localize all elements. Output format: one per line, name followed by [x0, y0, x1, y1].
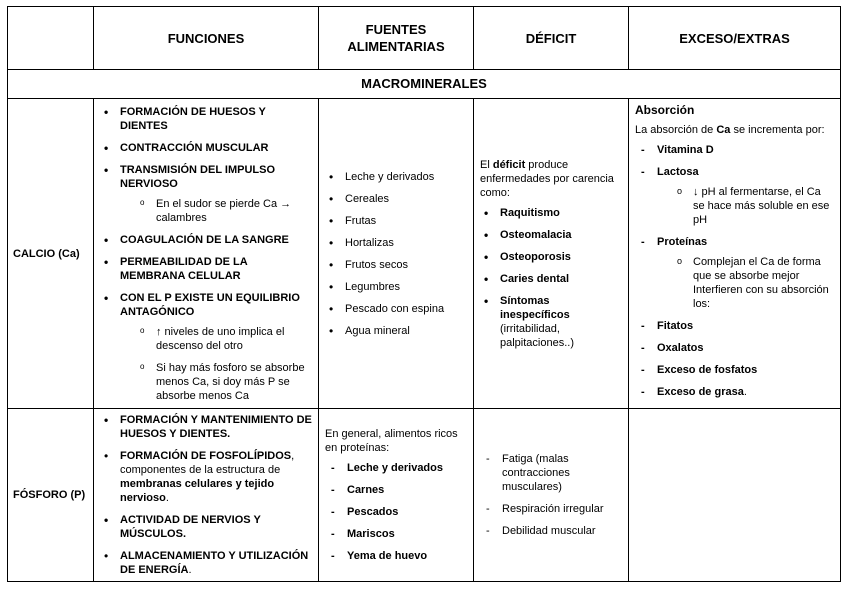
list-item: • Caries dental [480, 272, 622, 286]
list-item: - Fitatos [635, 319, 834, 333]
list-item: - Pescados [325, 505, 467, 519]
fosforo-deficit-list [480, 452, 622, 538]
calcio-funciones [94, 99, 319, 409]
header-row [8, 7, 841, 70]
func2-bold: FORMACIÓN DE FOSFOLÍPIDOS [120, 450, 292, 462]
list-item: - Debilidad muscular [480, 524, 622, 538]
list-item: • FORMACIÓN Y MANTENIMIENTO DE HUESOS Y DIENTES. [100, 413, 312, 441]
list-item-text: Lactosa [657, 166, 699, 178]
nutrition-table [7, 6, 841, 582]
sublist-item: o Complejan el Ca de forma que se absorbe mejor Interfieren con su absorción los: [657, 255, 834, 311]
section-row [8, 70, 841, 99]
header-funciones: FUNCIONES [94, 7, 319, 70]
fosforo-funciones-list [100, 413, 312, 577]
list-item: • Legumbres [325, 280, 467, 294]
list-item [480, 294, 622, 350]
list-item: - Carnes [325, 483, 467, 497]
list-item: • Pescado con espina [325, 302, 467, 316]
fosforo-exceso [629, 409, 841, 582]
header-fuentes-line2: ALIMENTARIAS [347, 39, 445, 54]
list-item [635, 235, 834, 311]
list-item: • Cereales [325, 192, 467, 206]
sublist [120, 197, 312, 225]
absorcion-intro-bold: Ca [716, 124, 731, 136]
list-item-text: TRANSMISIÓN DEL IMPULSO NERVIOSO [120, 163, 276, 190]
section-title: MACROMINERALES [8, 70, 841, 99]
deficit-last-rest: (irritabilidad, palpitaciones..) [500, 322, 574, 349]
header-blank [8, 7, 94, 70]
list-item: • Osteoporosis [480, 250, 622, 264]
header-exceso: EXCESO/EXTRAS [629, 7, 841, 70]
calcio-row [8, 99, 841, 409]
sublist-item: o En el sudor se pierde Ca → calambres [120, 197, 312, 225]
fosforo-funciones [94, 409, 319, 582]
list-item: • Raquitismo [480, 206, 622, 220]
header-fuentes-line1: FUENTES [365, 22, 427, 37]
list-item: • COAGULACIÓN DE LA SANGRE [100, 233, 312, 247]
deficit-intro-text: El [480, 158, 493, 171]
list-item [100, 163, 312, 225]
deficit-intro-bold: déficit [492, 158, 526, 171]
fosforo-name: FÓSFORO (P) [8, 409, 94, 582]
func2-bold2: membranas celulares y tejido nervioso [120, 478, 275, 504]
list-item: - Respiración irregular [480, 502, 622, 516]
absorcion-title: Absorción [635, 103, 695, 117]
calcio-fuentes [319, 99, 474, 409]
list-item: • ACTIVIDAD DE NERVIOS Y MÚSCULOS. [100, 513, 312, 541]
list-item: - Vitamina D [635, 143, 834, 157]
sublist-item: o ↓ pH al fermentarse, el Ca se hace más soluble en ese pH [657, 185, 834, 227]
list-item: - Leche y derivados [325, 461, 467, 475]
deficit-intro-text-2: produce enfermedades por carencia como: [480, 158, 614, 199]
calcio-funciones-list [100, 105, 312, 403]
fosforo-row [8, 409, 841, 582]
list-item [635, 165, 834, 227]
grasa-dot: . [743, 386, 747, 398]
list-item: • Frutas [325, 214, 467, 228]
fosforo-fuentes-intro: En general, alimentos ricos en proteínas: [325, 428, 458, 454]
list-item-text: Proteínas [657, 236, 708, 248]
absorcion-intro [635, 123, 834, 137]
func2-end: . [165, 492, 169, 504]
list-item: • Leche y derivados [325, 170, 467, 184]
func4-bold: ALMACENAMIENTO Y UTILIZACIÓN DE ENERGÍA [120, 550, 309, 576]
list-item: - Exceso de fosfatos [635, 363, 834, 377]
sublist [657, 255, 834, 311]
absorcion-intro-text-2: se incrementa por: [730, 124, 825, 136]
list-item [100, 291, 312, 403]
list-item [100, 549, 312, 577]
fosforo-deficit [474, 409, 629, 582]
header-fuentes [319, 7, 474, 70]
list-item: • FORMACIÓN DE HUESOS Y DIENTES [100, 105, 312, 133]
fosforo-fuentes [319, 409, 474, 582]
calcio-deficit [474, 99, 629, 409]
func2-rest: , componentes de la estructura de [120, 450, 295, 476]
list-item: - Fatiga (malas contracciones musculares) [480, 452, 622, 494]
list-item: • PERMEABILIDAD DE LA MEMBRANA CELULAR [100, 255, 312, 283]
header-deficit: DÉFICIT [474, 7, 629, 70]
sublist-item: o ↑ niveles de uno implica el descenso del otro [120, 325, 312, 353]
list-item: • Frutos secos [325, 258, 467, 272]
calcio-exceso [629, 99, 841, 409]
absorcion-intro-text: La absorción de [635, 124, 717, 136]
list-item: • Osteomalacia [480, 228, 622, 242]
absorcion-list [635, 143, 834, 399]
sublist [657, 185, 834, 227]
deficit-last-bold: Síntomas inespecíficos [500, 294, 570, 321]
func4-end: . [188, 564, 192, 576]
list-item [635, 385, 834, 399]
fosforo-fuentes-list [325, 461, 467, 563]
sublist-item: o Si hay más fosforo se absorbe menos Ca, si doy más P se absorbe menos Ca [120, 361, 312, 403]
calcio-name: CALCIO (Ca) [8, 99, 94, 409]
list-item: - Mariscos [325, 527, 467, 541]
list-item: • Hortalizas [325, 236, 467, 250]
calcio-deficit-list [480, 206, 622, 350]
grasa-bold: Exceso de grasa [657, 386, 744, 398]
sublist [120, 325, 312, 403]
deficit-intro [480, 158, 622, 200]
list-item: - Oxalatos [635, 341, 834, 355]
list-item: • CONTRACCIÓN MUSCULAR [100, 141, 312, 155]
list-item-text: CON EL P EXISTE UN EQUILIBRIO ANTAGÓNICO [120, 291, 300, 318]
list-item: - Yema de huevo [325, 549, 467, 563]
list-item [100, 449, 312, 505]
list-item: • Agua mineral [325, 324, 467, 338]
calcio-fuentes-list [325, 170, 467, 338]
